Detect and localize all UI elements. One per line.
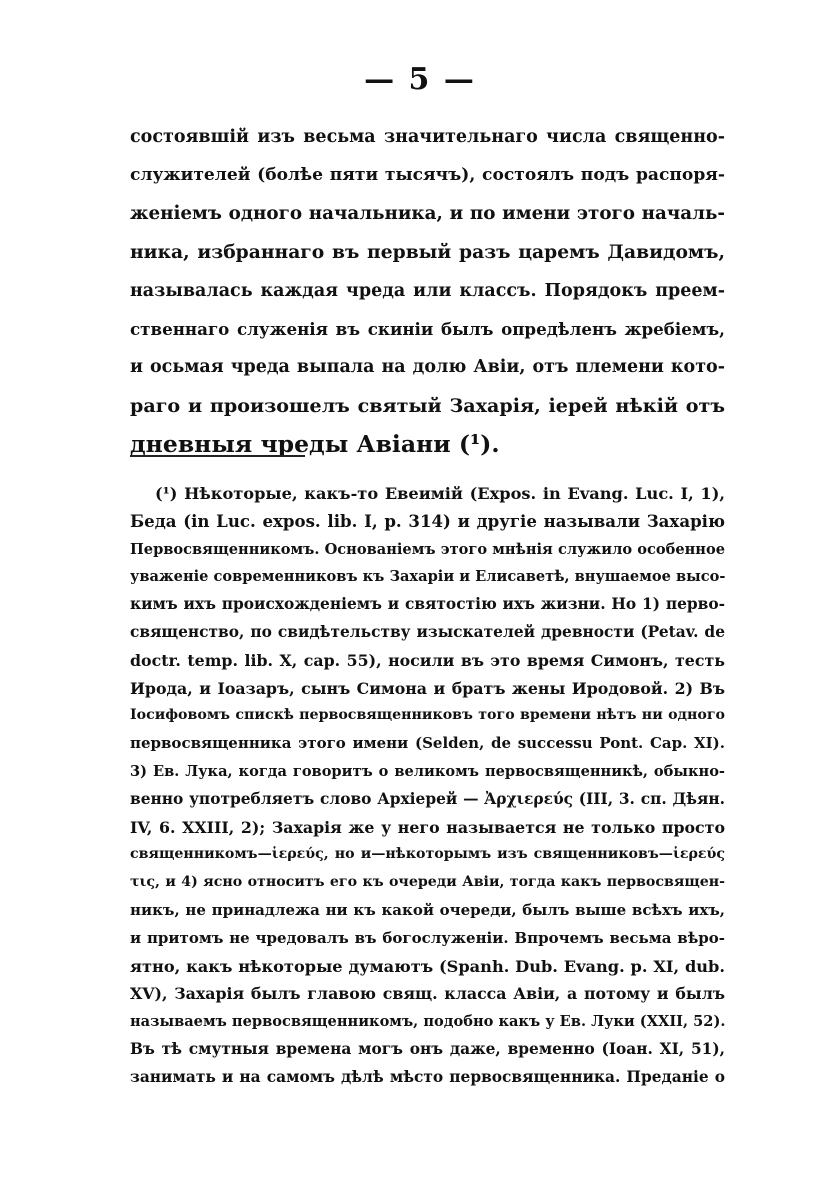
footnote-line: IV, 6. XXIII, 2); Захарія же у него называется не только просто — [130, 817, 725, 837]
footnote-line: Первосвященникомъ. Основаніемъ этого мнѣнія служило особенное — [130, 540, 725, 558]
main-text-line: называлась каждая чреда или классъ. Порядокъ преем- — [130, 280, 725, 301]
main-text-line: дневныя чреды Авіани (¹). — [130, 430, 500, 459]
footnote-line: венно употребляетъ слово Архіерей — Ἀρχιερεύς (III, 3. сп. Дѣян. — [130, 789, 725, 808]
footnote-block — [130, 480, 725, 1092]
main-text-paragraph — [130, 118, 725, 464]
main-text-line: и осьмая чреда выпала на долю Авіи, отъ племени кото- — [130, 357, 725, 378]
footnote-line: священство, по свидѣтельству изыскателей древности (Petav. de — [130, 622, 725, 641]
footnote-line: называемъ первосвященникомъ, подобно какъ у Ев. Луки (XXII, 52). — [130, 1013, 726, 1031]
main-text-line: ственнаго служенія въ скиніи былъ опредѣленъ жребіемъ, — [130, 319, 725, 340]
footnote-line: doctr. temp. lib. X, cap. 55), носили въ это время Симонъ, тесть — [130, 650, 725, 670]
footnote-line: уваженіе современниковъ къ Захаріи и Елисаветѣ, внушаемое высо- — [130, 568, 726, 586]
footnote-line: τις, и 4) ясно относитъ его къ очереди Авіи, тогда какъ первосвящен- — [130, 874, 725, 891]
footnote-line: первосвященника этого имени (Selden, de successu Pont. Cap. XI). — [130, 734, 725, 753]
footnote-line: никъ, не принадлежа ни къ какой очереди, былъ выше всѣхъ ихъ, — [130, 900, 725, 919]
footnote-line: (¹) Нѣкоторые, какъ-то Евеимій (Expos. in Evang. Luc. I, 1), — [155, 484, 725, 503]
footnote-line: XV), Захарія былъ главою свящ. класса Авіи, а потому и былъ — [130, 984, 725, 1004]
footnote-line: Ирода, и Іоазаръ, сынъ Симона и братъ жены Иродовой. 2) Въ — [130, 678, 725, 698]
footnote-divider — [130, 455, 305, 457]
footnote-line: 3) Ев. Лука, когда говоритъ о великомъ первосвященникѣ, обыкно- — [130, 762, 725, 780]
main-text-line: женіемъ одного начальника, и по имени этого началь- — [130, 202, 725, 224]
main-text-line: состоявшій изъ весьма значительнаго числа священно- — [130, 127, 725, 147]
footnote-line: занимать и на самомъ дѣлѣ мѣсто первосвященника. Преданіе о — [130, 1067, 725, 1086]
main-text-line: служителей (болѣе пяти тысячъ), состоялъ подъ распоря- — [130, 165, 725, 186]
footnote-line: Въ тѣ смутныя времена могъ онъ даже, временно (Іоан. XI, 51), — [130, 1039, 725, 1058]
footnote-line: Іосифовомъ спискѣ первосвященниковъ того времени нѣтъ ни одного — [130, 707, 725, 724]
main-text-line: раго и произошелъ святый Захарія, іерей нѣкій отъ — [130, 393, 725, 417]
page-number: — 5 — — [364, 62, 476, 97]
footnote-line: и притомъ не чредовалъ въ богослуженіи. Впрочемъ весьма вѣро- — [130, 928, 725, 947]
footnote-line: ятно, какъ нѣкоторые думаютъ (Spanh. Dub. Evang. p. XI, dub. — [130, 956, 725, 976]
footnote-line: Беда (in Luc. expos. lib. I, p. 314) и другіе называли Захарію — [130, 510, 725, 531]
footnote-line: кимъ ихъ происхожденіемъ и святостію ихъ жизни. Но 1) перво- — [130, 595, 725, 614]
footnote-line: священникомъ—ἱερεύς, но и—нѣкоторымъ изъ священниковъ—ἱερεύς — [130, 846, 725, 863]
main-text-line: ника, избраннаго въ первый разъ царемъ Давидомъ, — [130, 241, 725, 264]
